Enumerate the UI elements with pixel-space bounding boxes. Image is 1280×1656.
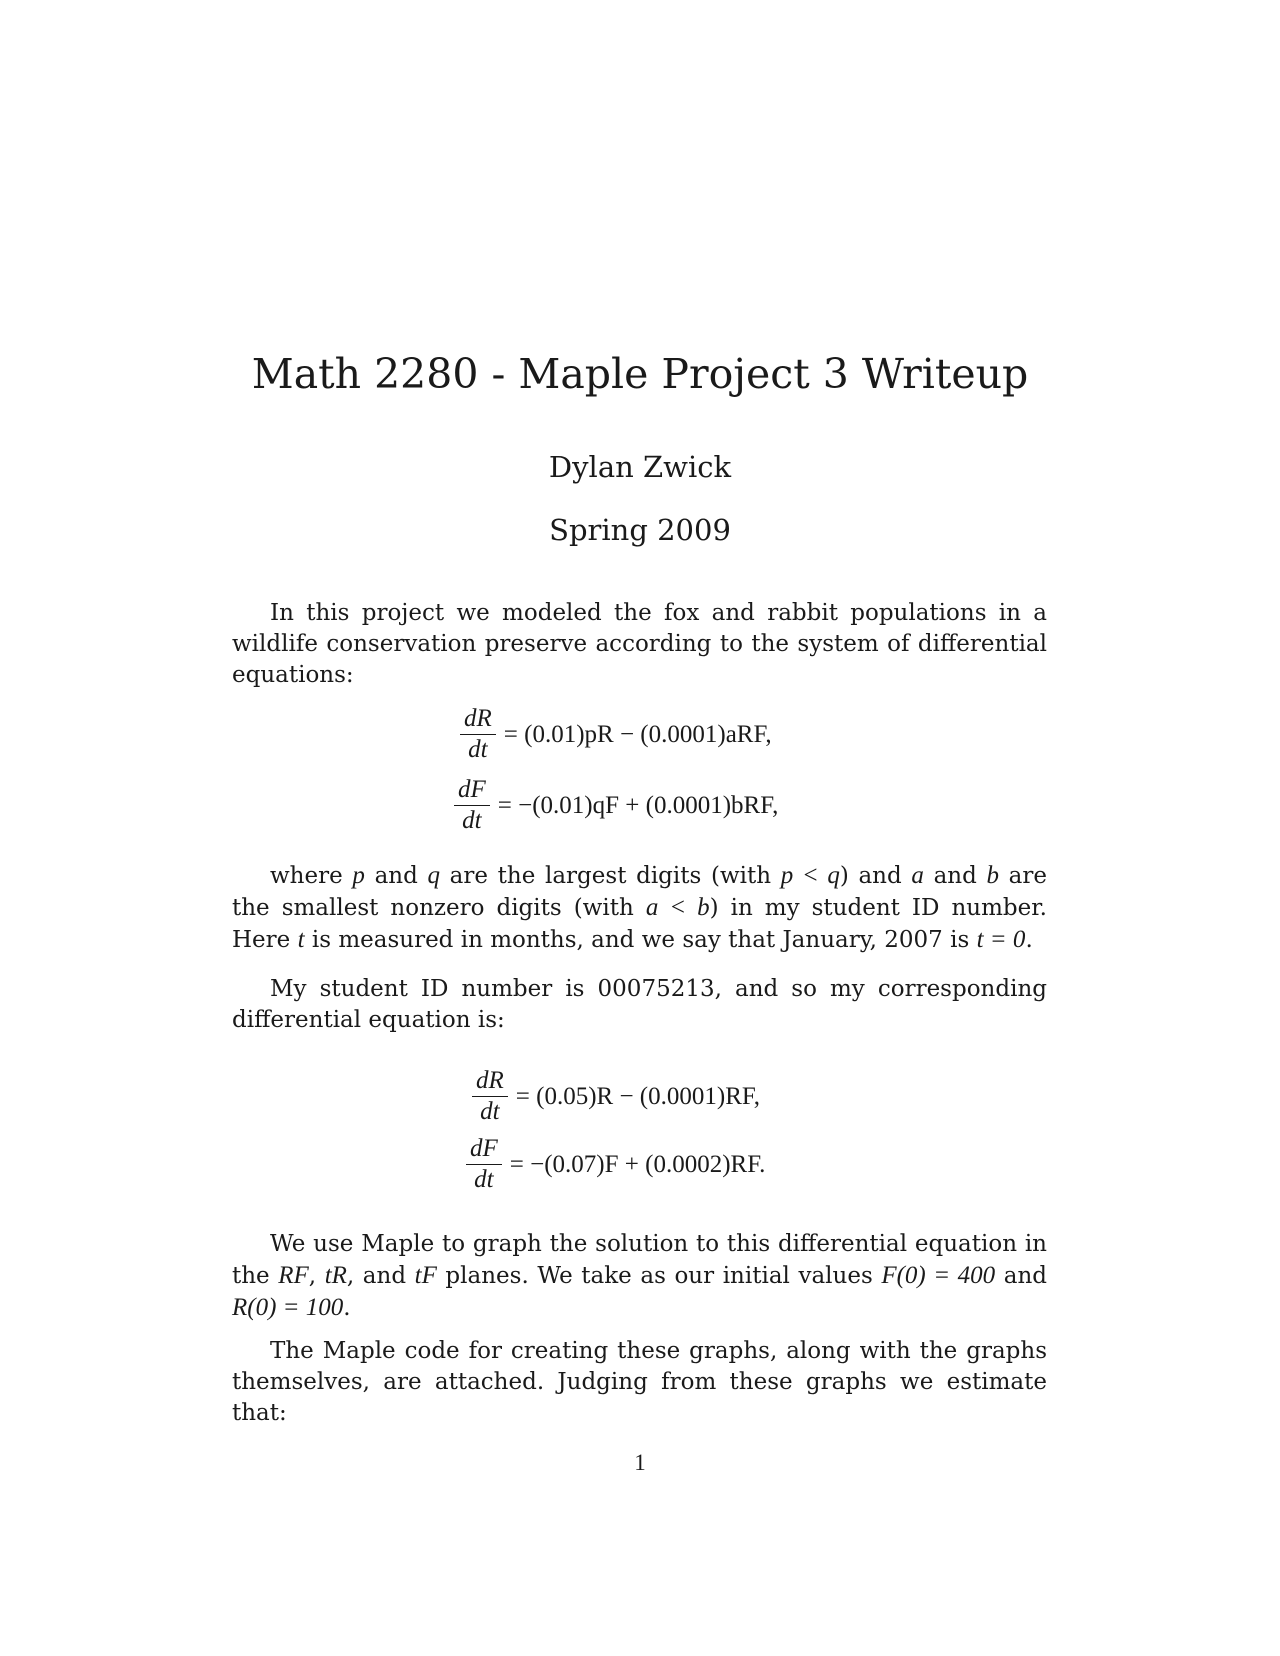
equation-rhs: = −(0.01)qF + (0.0001)bRF, <box>497 791 779 819</box>
derivative-fraction: $\frac{dR}{dt}$ <box>460 704 496 765</box>
equation-specific-dF <box>466 1134 765 1195</box>
equation-general-dR <box>460 704 772 765</box>
equation-rhs: = (0.05)R − (0.0001)RF, <box>515 1082 761 1110</box>
equation-general-dF <box>454 775 778 836</box>
code-paragraph: The Maple code for creating these graphs, along with the graphs themselves, are attached. Judging from these graphs we estimate that: <box>232 1338 1047 1426</box>
page-number: 1 <box>634 1450 646 1475</box>
intro-paragraph: In this project we modeled the fox and rabbit populations in a wildlife conservation preserve according to the system of differential equations: <box>232 600 1047 688</box>
equation-specific-dR <box>472 1066 760 1127</box>
derivative-fraction: $\frac{dF}{dt}$ <box>466 1134 502 1195</box>
document-date: Spring 2009 <box>549 513 731 547</box>
document-author: Dylan Zwick <box>548 450 732 484</box>
student-id-paragraph: My student ID number is 00075213, and so my corresponding differential equation is: <box>232 976 1047 1033</box>
derivative-fraction: $\frac{dF}{dt}$ <box>454 775 490 836</box>
equation-rhs: = −(0.07)F + (0.0002)RF. <box>509 1150 766 1178</box>
document-title: Math 2280 - Maple Project 3 Writeup <box>251 350 1029 398</box>
derivative-fraction: $\frac{dR}{dt}$ <box>472 1066 508 1127</box>
equation-rhs: = (0.01)pR − (0.0001)aRF, <box>503 720 772 748</box>
maple-paragraph: We use Maple to graph the solution to this differential equation in the RF, tR, and tF planes. We take as our initial values F(0) = 400 and R(0) = 100. <box>232 1231 1047 1321</box>
definition-paragraph: where p and q are the largest digits (with p < q) and a and b are the smallest nonzero digits (with a < b) in my student ID number. Here t is measured in months, and we say that January, 2007 is t = 0. <box>232 862 1047 953</box>
